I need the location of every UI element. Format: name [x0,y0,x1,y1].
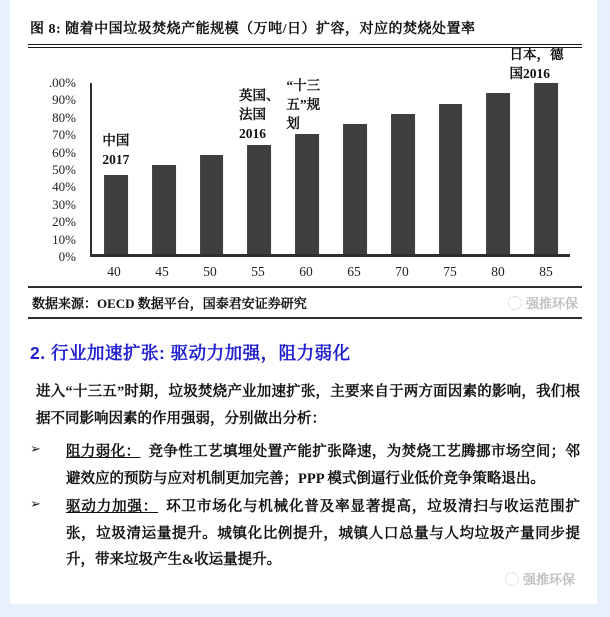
x-tick-label: 45 [155,264,169,279]
bar-75 [439,104,463,254]
y-tick-label: 90% [52,92,76,108]
bullet-text [66,439,580,492]
bullet-item-driver [30,494,580,574]
source-text: 数据来源：OECD 数据平台，国泰君安证券研究 [32,296,307,311]
bullet-lead: 驱动力加强： [66,499,159,515]
y-tick-label: .00% [48,75,76,90]
bullet-text [66,494,580,574]
y-tick-label: 0% [58,249,76,264]
y-tick-label: 20% [52,214,76,230]
document-page [10,0,597,604]
y-tick-label: 10% [52,231,76,247]
y-tick-label: 30% [52,196,76,212]
bullet-body: 环卫市场化与机械化普及率显著提高，垃圾清扫与收运范围扩张，垃圾清运量提升。城镇化比例提升，城镇人口总量与人均垃圾产量同步提升，带来垃圾产生&收运量提升。 [66,499,580,568]
watermark-text: 强推环保 [522,572,575,587]
bullet-body: 竞争性工艺填埋处置产能扩张降速，为焚烧工艺腾挪市场空间；邻避效应的预防与应对机制更加完善；PPP 模式倒逼行业低价竞争策略退出。 [66,444,581,487]
x-tick-label: 40 [107,264,121,279]
watermark-text: 强推环保 [525,296,578,311]
y-tick-label: 60% [52,144,76,160]
figure-watermark [508,293,578,312]
bar-55 [247,145,271,254]
figure-8 [28,14,582,319]
bar-50 [200,155,224,254]
bar-60 [295,134,319,254]
bar-40 [104,175,128,254]
chart-annotation: 英国、 法国 2016 [239,87,280,141]
y-tick-label: 80% [52,109,76,125]
x-tick-label: 55 [251,264,265,279]
intro-paragraph: 进入“十三五”时期，垃圾焚烧产业加速扩张，主要来自于两方面因素的影响，我们根据不同影响因素的作用强弱，分别做出分析： [36,384,580,427]
x-tick-label: 85 [539,264,553,279]
section-heading: 2. 行业加速扩张: 驱动力加强，阻力弱化 [30,343,351,363]
x-tick-label: 70 [395,264,409,279]
section-2 [30,340,580,574]
figure-title: 图 8: 随着中国垃圾焚烧产能规模（万吨/日）扩容，对应的焚烧处置率 [28,14,582,48]
y-tick-label: 40% [52,179,76,195]
x-tick-label: 80 [491,264,505,279]
bullet-arrow-icon: ➢ [30,497,41,512]
x-tick-label: 60 [299,264,313,279]
x-tick-label: 75 [443,264,457,279]
bullet-item-resistance [30,439,580,492]
bar-45 [152,165,176,254]
plot-area [90,47,570,257]
source-row [28,286,582,319]
bullet-arrow-icon: ➢ [30,442,41,457]
bar-70 [391,114,415,254]
chart-annotation: 中国 2017 [102,132,130,167]
watermark-logo-icon [505,572,519,586]
y-tick-label: 50% [52,162,76,177]
chart-annotation: 日本，德 国2016 [509,47,564,81]
bar-85 [534,83,558,254]
y-axis [28,75,84,264]
x-tick-label: 65 [347,264,361,279]
x-axis [90,257,570,286]
x-tick-label: 50 [203,264,217,279]
chart-annotation: “十三 五”规 划 [286,77,321,131]
page-watermark [505,569,575,588]
bar-65 [343,124,367,254]
y-tick-label: 70% [52,127,76,143]
bar-chart [28,48,582,286]
bar-80 [486,93,510,254]
bullet-lead: 阻力弱化： [66,444,141,460]
watermark-logo-icon [508,296,522,310]
